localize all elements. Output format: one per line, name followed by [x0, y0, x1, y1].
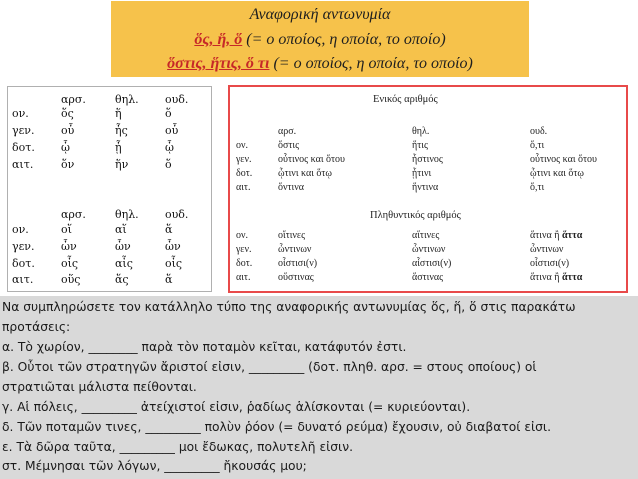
pl-case-dat: δοτ.: [12, 257, 35, 270]
rt-pl-case-gen: γεν.: [236, 244, 252, 255]
sg-cell: ᾗ: [115, 141, 122, 154]
rt-pl-neut: [530, 230, 582, 241]
rt-sg-fem: ἥντινα: [412, 182, 439, 193]
rt-pl-fem: αἷστισι(ν): [412, 258, 452, 269]
rt-sg-masc: ὅστις: [278, 140, 300, 151]
sg-case-acc: αιτ.: [12, 158, 34, 171]
pl-case-gen: γεν.: [12, 240, 35, 253]
rt-sg-neut: ὅ,τι: [530, 182, 545, 193]
rt-pl-neut: ὧντινων: [530, 244, 564, 255]
rt-sg-case-gen: γεν.: [236, 154, 252, 165]
title-line-2-meaning: (= ο οποίος, η οποία, το οποίο): [242, 31, 446, 48]
rt-pl-neut-form: ἅτινα ἢ: [530, 230, 560, 241]
pl-cell: αἵ: [115, 223, 127, 236]
pl-case-acc: αιτ.: [12, 273, 34, 286]
sg-header-fem: θηλ.: [115, 93, 139, 106]
rt-sg-masc: ὅντινα: [278, 182, 304, 193]
rt-pl-masc: οὕστινας: [278, 272, 314, 283]
rt-pl-case-nom: ον.: [236, 230, 249, 241]
rt-pl-fem: αἵτινες: [412, 230, 440, 241]
rt-sg-neut: ᾧτινι και ὅτῳ: [530, 168, 584, 179]
sg-cell: ἥ: [115, 107, 122, 120]
exercise-item-st: στ. Μέμνησαι τῶν λόγων, _________ ἤκουσάς μου;: [2, 459, 307, 473]
rt-sg-neut: ὅ,τι: [530, 140, 545, 151]
rt-pl-case-acc: αιτ.: [236, 272, 251, 283]
sg-header-masc: αρσ.: [61, 93, 86, 106]
rt-pl-neut: οἷστισι(ν): [530, 258, 570, 269]
pl-cell: ἅ: [165, 273, 173, 286]
sg-cell: ὅς: [61, 107, 74, 120]
pl-cell: οἷς: [165, 257, 183, 270]
exercise-instruction-cont: προτάσεις:: [2, 320, 71, 334]
rt-pl-fem: ὧντινων: [412, 244, 446, 255]
sg-case-nom: ον.: [12, 107, 29, 120]
exercise-item-b: β. Οὗτοι τῶν στρατηγῶν ἄριστοί εἰσιν, _________ (δοτ. πληθ. αρσ. = στους οποίους) οἱ: [2, 360, 537, 374]
pl-header-masc: αρσ.: [61, 208, 86, 221]
rt-pl-case-dat: δοτ.: [236, 258, 253, 269]
rt-sg-fem: ἥτις: [412, 140, 428, 151]
rt-pl-neut: [530, 272, 582, 283]
rt-pl-neut-form: ἅτινα ἢ: [530, 272, 560, 283]
title-line-1: Αναφορική αντωνυμία: [249, 6, 391, 23]
pl-cell: οἷς: [61, 257, 79, 270]
rt-sg-masc: οὗτινος και ὅτου: [278, 154, 345, 165]
plural-title: Πληθυντικός αριθμός: [370, 210, 461, 221]
singular-title: Ενικός αριθμός: [373, 94, 438, 105]
rt-pl-masc: ὧντινων: [278, 244, 312, 255]
pl-cell: ἅ: [165, 223, 173, 236]
pl-cell: αἷς: [115, 257, 133, 270]
pl-cell: οἵ: [61, 223, 72, 236]
rt-pl-fem: ἅστινας: [412, 272, 444, 283]
title-pronoun-hos: ὅς, ἥ, ὅ: [194, 31, 243, 48]
sg-cell: ᾧ: [165, 141, 174, 154]
rt-sg-fem: ᾗτινι: [412, 168, 432, 179]
title-box: [111, 1, 529, 77]
exercise-item-c: γ. Αἱ πόλεις, _________ ἀτείχιστοί εἰσιν, ῥαδίως ἁλίσκονται (= κυριεύονται).: [2, 400, 471, 414]
rt-pl-masc: οἷστισι(ν): [278, 258, 318, 269]
rt-sg-masc: ᾧτινι και ὅτῳ: [278, 168, 332, 179]
sg-cell: ἧς: [115, 124, 128, 137]
sg-cell: ὅ: [165, 107, 172, 120]
title-line-3-meaning: (= ο οποίος, η οποία, το οποίο): [269, 55, 473, 72]
pl-cell: ὧν: [61, 240, 77, 253]
rt-pl-masc: οἵτινες: [278, 230, 306, 241]
pl-cell: ἅς: [115, 273, 129, 286]
exercise-instruction: Να συμπληρώσετε τον κατάλληλο τύπο της αναφορικής αντωνυμίας ὅς, ἥ, ὅ στις παρακάτω: [2, 300, 576, 314]
exercise-item-e: ε. Τὰ δῶρα ταῦτα, _________ μοι ἔδωκας, πολυτελῆ εἰσιν.: [2, 440, 353, 454]
rt-sg-header-neut: ουδ.: [530, 126, 548, 137]
title-line-3: [111, 55, 529, 73]
pl-cell: ὧν: [165, 240, 181, 253]
exercise-item-b-cont: στρατιῶται μάλιστα πείθονται.: [2, 380, 197, 394]
exercise-item-d: δ. Τῶν ποταμῶν τινες, _________ πολὺν ῥόον (= δυνατό ρεύμα) ἔχουσιν, οὐ διαβατοί εἰσι.: [2, 420, 552, 434]
pl-header-neut: ουδ.: [165, 208, 189, 221]
sg-cell: ὅ: [165, 158, 172, 171]
rt-pl-neut-alt: ἅττα: [561, 230, 583, 241]
sg-cell: ᾧ: [61, 141, 70, 154]
exercise-item-a: α. Τὸ χωρίον, ________ παρὰ τὸν ποταμὸν κεῖται, κατάφυτόν ἐστι.: [2, 340, 407, 354]
rt-sg-header-masc: αρσ.: [278, 126, 297, 137]
rt-sg-neut: οὗτινος και ὅτου: [530, 154, 597, 165]
rt-sg-case-dat: δοτ.: [236, 168, 253, 179]
sg-case-dat: δοτ.: [12, 141, 35, 154]
sg-case-gen: γεν.: [12, 124, 35, 137]
sg-cell: ὅν: [61, 158, 75, 171]
pl-header-fem: θηλ.: [115, 208, 139, 221]
title-pronoun-hostis: ὅστις, ἥτις, ὅ τι: [167, 55, 270, 72]
pl-cell: οὕς: [61, 273, 81, 286]
pl-case-nom: ον.: [12, 223, 29, 236]
rt-sg-fem: ἧστινος: [412, 154, 443, 165]
sg-cell: οὗ: [61, 124, 75, 137]
sg-cell: οὗ: [165, 124, 179, 137]
hostis-declension-table: [228, 85, 628, 293]
rt-sg-case-acc: αιτ.: [236, 182, 251, 193]
sg-cell: ἥν: [115, 158, 129, 171]
hos-declension-table: [7, 86, 212, 292]
rt-pl-neut-alt: ἅττα: [561, 272, 583, 283]
title-line-2: [111, 31, 529, 49]
sg-header-neut: ουδ.: [165, 93, 189, 106]
rt-sg-case-nom: ον.: [236, 140, 249, 151]
pl-cell: ὧν: [115, 240, 131, 253]
exercise-panel: [0, 296, 638, 479]
rt-sg-header-fem: θηλ.: [412, 126, 430, 137]
